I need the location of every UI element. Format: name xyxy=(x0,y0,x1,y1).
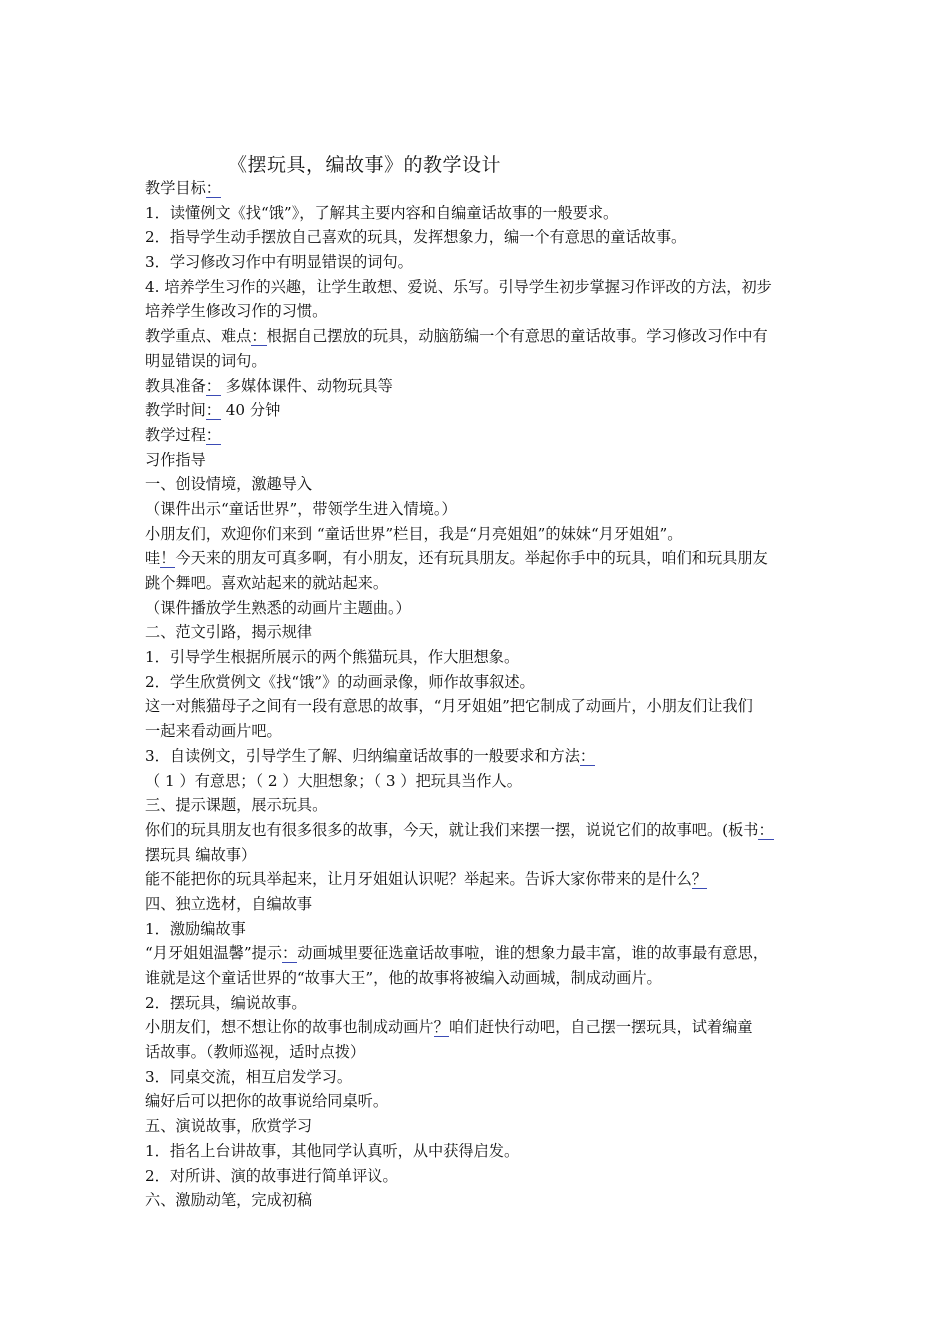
text-line xyxy=(145,769,815,794)
underlined-punctuation: ： xyxy=(205,425,221,444)
document-title: 《摆玩具，编故事》的教学设计 xyxy=(228,154,502,176)
underlined-punctuation: ： xyxy=(758,820,774,839)
text-line xyxy=(145,670,815,695)
text-segment: 咱们赶快行动吧，自己摆一摆玩具，试着编童 xyxy=(448,1018,753,1037)
text-line xyxy=(145,349,815,374)
text-line xyxy=(145,1065,815,1090)
underlined-punctuation: ： xyxy=(579,746,596,765)
text-segment: 多媒体课件、动物玩具等 xyxy=(220,376,393,395)
text-segment: 话故事。（教师巡视，适时点拨） xyxy=(145,1043,366,1062)
text-segment: 根据自己摆放的玩具，动脑筋编一个有意思的童话故事。学习修改习作中有 xyxy=(266,327,768,346)
text-segment: 小朋友们，欢迎你们来到 “童话世界”栏目，我是“月亮姐姐”的妹妹“月牙姐姐”。 xyxy=(145,524,683,543)
text-segment: 二、范文引路，揭示规律 xyxy=(145,623,313,642)
text-segment: 3．自读例文，引导学生了解、归纳编童话故事的一般要求和方法 xyxy=(145,746,580,765)
text-segment: 四、独立选材，自编故事 xyxy=(145,894,313,913)
text-line xyxy=(145,596,815,621)
text-segment: 动画城里要征选童话故事啦，谁的想象力最丰富，谁的故事最有意思， xyxy=(297,944,769,963)
text-segment: 3．同桌交流，相互启发学习。 xyxy=(145,1067,353,1086)
text-segment: 今天来的朋友可真多啊，有小朋友，还有玩具朋友。举起你手中的玩具，咱们和玩具朋友 xyxy=(175,549,768,568)
text-segment: 习作指导 xyxy=(145,450,206,469)
text-segment: 1．指名上台讲故事，其他同学认真听，从中获得启发。 xyxy=(145,1141,520,1160)
text-line xyxy=(145,793,815,818)
text-segment: 1．读懂例文《找“饿”》，了解其主要内容和自编童话故事的一般要求。 xyxy=(145,203,619,222)
text-segment: 你们的玩具朋友也有很多很多的故事，今天，就让我们来摆一摆，说说它们的故事吧。(板书 xyxy=(145,820,759,839)
text-segment: （课件播放学生熟悉的动画片主题曲。） xyxy=(145,598,411,617)
text-line xyxy=(145,1164,815,1189)
text-line xyxy=(145,472,815,497)
text-line xyxy=(145,620,815,645)
text-segment: 五、演说故事，欣赏学习 xyxy=(145,1117,313,1136)
text-line xyxy=(145,522,815,547)
text-segment: 2．摆玩具，编说故事。 xyxy=(145,993,307,1012)
underlined-punctuation: ： xyxy=(205,376,221,395)
text-line xyxy=(145,867,815,892)
text-line xyxy=(145,324,815,349)
text-line xyxy=(145,299,815,324)
underlined-punctuation: ： xyxy=(205,401,221,420)
text-segment: 1．引导学生根据所展示的两个熊猫玩具，作大胆想象。 xyxy=(145,648,520,667)
text-line xyxy=(145,374,815,399)
text-segment: 谁就是这个童话世界的“故事大王”，他的故事将被编入动画城，制成动画片。 xyxy=(145,969,662,987)
text-line xyxy=(145,1089,815,1114)
text-segment: 摆玩具 编故事） xyxy=(145,845,257,864)
document-body xyxy=(145,176,815,1213)
underlined-punctuation: ？ xyxy=(691,870,707,889)
text-segment: 能不能把你的玩具举起来，让月牙姐姐认识呢？举起来。告诉大家你带来的是什么 xyxy=(145,870,692,889)
text-segment: 40 分钟 xyxy=(220,401,281,420)
text-line xyxy=(145,497,815,522)
text-line xyxy=(145,275,815,300)
text-segment: 哇 xyxy=(145,549,161,568)
text-segment: 1．激励编故事 xyxy=(145,919,246,938)
text-line xyxy=(145,744,815,769)
text-line xyxy=(145,546,815,571)
text-line xyxy=(145,176,815,201)
text-segment: 2．对所讲、演的故事进行简单评议。 xyxy=(145,1166,398,1185)
text-segment: 教学时间 xyxy=(145,401,206,420)
text-segment: 这一对熊猫母子之间有一段有意思的故事，“月牙姐姐”把它制成了动画片，小朋友们让我们 xyxy=(145,697,753,716)
text-line xyxy=(145,201,815,226)
text-segment: 2．指导学生动手摆放自己喜欢的玩具，发挥想象力，编一个有意思的童话故事。 xyxy=(145,228,687,247)
text-line xyxy=(145,1040,815,1065)
text-segment: 培养学生修改习作的习惯。 xyxy=(145,302,328,321)
text-line xyxy=(145,917,815,942)
underlined-punctuation: ： xyxy=(251,327,267,346)
text-segment: 三、提示课题，展示玩具。 xyxy=(145,796,328,815)
text-segment: 一起来看动画片吧。 xyxy=(145,722,282,741)
text-line xyxy=(145,991,815,1016)
text-line xyxy=(145,719,815,744)
text-line xyxy=(145,966,815,991)
text-line xyxy=(145,941,815,966)
text-segment: 教学过程 xyxy=(145,425,206,444)
underlined-punctuation: ： xyxy=(205,179,221,197)
text-segment: 教学目标 xyxy=(145,179,206,197)
text-segment: 小朋友们，想不想让你的故事也制成动画片 xyxy=(145,1018,434,1037)
text-segment: （ 1 ）有意思；（ 2 ）大胆想象；（ 3 ）把玩具当作人。 xyxy=(145,771,522,790)
text-line xyxy=(145,1139,815,1164)
underlined-punctuation: ？ xyxy=(433,1018,449,1037)
text-segment: 2．学生欣赏例文《找“饿”》的动画录像，师作故事叙述。 xyxy=(145,672,535,691)
text-line xyxy=(145,843,815,868)
text-segment: 编好后可以把你的故事说给同桌听。 xyxy=(145,1092,388,1111)
text-line xyxy=(145,398,815,423)
text-segment: 教学重点、难点 xyxy=(145,327,252,346)
text-segment: （课件出示“童话世界”，带领学生进入情境。） xyxy=(145,499,457,518)
text-segment: 明显错误的词句。 xyxy=(145,351,267,370)
text-segment: 六、激励动笔，完成初稿 xyxy=(145,1191,313,1210)
underlined-punctuation: ： xyxy=(282,944,298,963)
text-line xyxy=(145,892,815,917)
text-line xyxy=(145,571,815,596)
text-line xyxy=(145,645,815,670)
text-line xyxy=(145,225,815,250)
text-line xyxy=(145,423,815,448)
text-line xyxy=(145,250,815,275)
text-line xyxy=(145,1114,815,1139)
text-segment: 4. 培养学生习作的兴趣，让学生敢想、爱说、乐写。引导学生初步掌握习作评改的方法，初步 xyxy=(145,277,772,296)
text-segment: 跳个舞吧。喜欢站起来的就站起来。 xyxy=(145,574,388,592)
text-segment: 一、创设情境，激趣导入 xyxy=(145,475,313,494)
text-line xyxy=(145,448,815,473)
text-line xyxy=(145,1188,815,1213)
underlined-punctuation: ！ xyxy=(160,549,176,568)
text-line xyxy=(145,1015,815,1040)
text-line xyxy=(145,818,815,843)
text-segment: “月牙姐姐温馨”提示 xyxy=(145,944,283,963)
text-segment: 3．学习修改习作中有明显错误的词句。 xyxy=(145,253,413,272)
text-line xyxy=(145,694,815,719)
text-segment: 教具准备 xyxy=(145,376,206,395)
